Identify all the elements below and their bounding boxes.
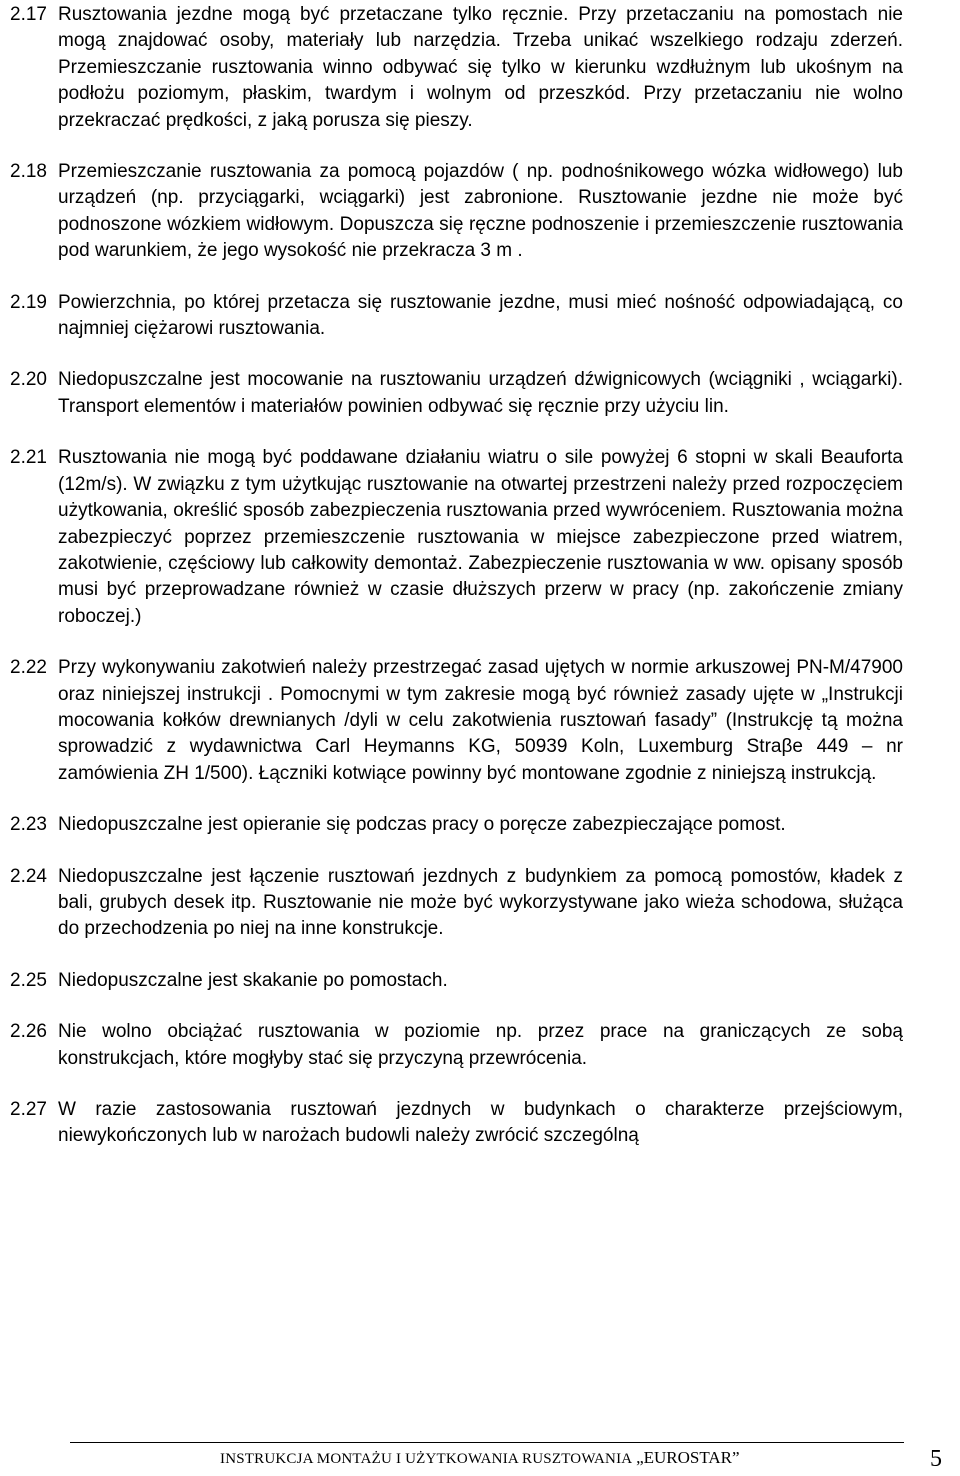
list-item: [10, 159, 903, 265]
page-number: 5: [930, 1446, 942, 1472]
footer-brand: „EUROSTAR”: [636, 1448, 740, 1467]
list-item: [10, 864, 903, 943]
list-item: [10, 968, 903, 994]
item-number: 2.23: [10, 814, 47, 836]
item-paragraph: Niedopuszczalne jest łączenie rusztowań jezdnych z budynkiem za pomocą pomostów, kładek z bali, grubych desek itp. Rusztowanie nie może być wykorzystywane jako wieża schodowa, służąca do przechodzenia po niej na inne konstrukcje.: [58, 865, 903, 940]
item-number: 2.21: [10, 447, 47, 469]
item-text: [58, 655, 903, 787]
item-paragraph: Przy wykonywaniu zakotwień należy przestrzegać zasad ujętych w normie arkuszowej PN-M/47900 oraz niniejszej instrukcji . Pomocnymi w tym zakresie mogą być również zasady ujęte w „Instrukcji mocowania kołków drewnianych /dyli w celu zakotwienia rusztowań fasady” (Instrukcję tą można sprowadzić z wydawnictwa Carl Heymanns KG, 50939 Koln, Luxemburg Straβe 449 – nr zamówienia ZH 1/500). Łączniki kotwiące powinny być montowane zgodnie z niniejszą instrukcją.: [58, 657, 903, 784]
item-number: 2.18: [10, 161, 47, 183]
item-paragraph: Przemieszczanie rusztowania za pomocą pojazdów ( np. podnośnikowego wózka widłowego) lub urządzeń (np. przyciągarki, wciągarki) jest zabronione. Rusztowanie jezdne nie może być podnoszone wózkiem widłowym. Dopuszcza się ręczne podnoszenie i przemieszczenie rusztowania pod warunkiem, że jego wysokość nie przekracza 3 m .: [58, 161, 903, 262]
list-item: [10, 655, 903, 787]
list-item: [10, 290, 903, 343]
list-item: [10, 367, 903, 420]
item-text: [58, 864, 903, 943]
item-text: [58, 367, 903, 420]
item-number: 2.25: [10, 969, 47, 991]
item-text: [58, 1097, 903, 1150]
item-number: 2.26: [10, 1021, 47, 1043]
item-text: [58, 290, 903, 343]
item-text: [58, 968, 903, 994]
footer-divider: [70, 1442, 904, 1443]
list-item: [10, 1097, 903, 1150]
item-number: 2.22: [10, 657, 47, 679]
item-paragraph: W razie zastosowania rusztowań jezdnych w budynkach o charakterze przejściowym, niewykończonych lub w narożach budowli należy zwrócić szczególną: [58, 1099, 903, 1147]
item-paragraph: Rusztowania jezdne mogą być przetaczane tylko ręcznie. Przy przetaczaniu na pomostach nie mogą znajdować osoby, materiały lub narzędzia. Trzeba unikać wszelkiego rodzaju zderzeń. Przemieszczanie rusztowania winno odbywać się tylko w kierunku wzdłużnym lub ukośnym na podłożu poziomym, płaskim, twardym i wolnym od przeszkód. Przy przetaczaniu nie wolno przekraczać prędkości, z jaką porusza się pieszy.: [58, 4, 903, 131]
item-number: 2.17: [10, 4, 47, 25]
item-text: [58, 2, 903, 134]
list-item: [10, 2, 903, 134]
item-paragraph: Niedopuszczalne jest mocowanie na rusztowaniu urządzeń dźwignicowych (wciągniki , wciągarki). Transport elementów i materiałów powinien odbywać się ręcznie przy użyciu lin.: [58, 369, 903, 417]
item-text: [58, 445, 903, 630]
item-number: 2.20: [10, 369, 47, 391]
item-paragraph: Powierzchnia, po której przetacza się rusztowanie jezdne, musi mieć nośność odpowiadającą, co najmniej ciężarowi rusztowania.: [58, 291, 903, 340]
item-number: 2.27: [10, 1099, 47, 1120]
item-paragraph: Niedopuszczalne jest opieranie się podczas pracy o poręcze zabezpieczające pomost.: [58, 814, 786, 836]
item-paragraph: Rusztowania nie mogą być poddawane działaniu wiatru o sile powyżej 6 stopni w skali Beauforta (12m/s). W związku z tym użytkując rusztowanie na otwartej przestrzeni należy przed rozpoczęciem użytkowania, określić sposób zabezpieczenia rusztowania przed wywróceniem. Rusztowania można zabezpieczyć poprzez przemieszczenie rusztowania w miejsce zabezpieczone przed wiatrem, zakotwienie, częściowy lub całkowity demontaż. Zabezpieczenie rusztowania w ww. opisany sposób musi być przeprowadzane również w czasie dłuższych przerw w pracy (np. zakończenie zmiany roboczej.): [58, 447, 903, 627]
page-footer: [220, 1448, 950, 1468]
item-text: [58, 1019, 903, 1072]
item-text: [58, 159, 903, 265]
footer-title: INSTRUKCJA MONTAŻU I UŻYTKOWANIA RUSZTOWANIA: [220, 1451, 633, 1467]
item-paragraph: Nie wolno obciążać rusztowania w poziomie np. przez prace na graniczących ze sobą konstrukcjach, które mogłyby stać się przyczyną przewrócenia.: [58, 1021, 903, 1069]
item-paragraph: Niedopuszczalne jest skakanie po pomostach.: [58, 969, 448, 991]
item-text: [58, 812, 903, 838]
list-item: [10, 1019, 903, 1072]
list-item: [10, 812, 903, 838]
item-number: 2.19: [10, 291, 47, 313]
item-number: 2.24: [10, 865, 47, 887]
list-item: [10, 445, 903, 630]
numbered-list: [10, 2, 903, 1175]
